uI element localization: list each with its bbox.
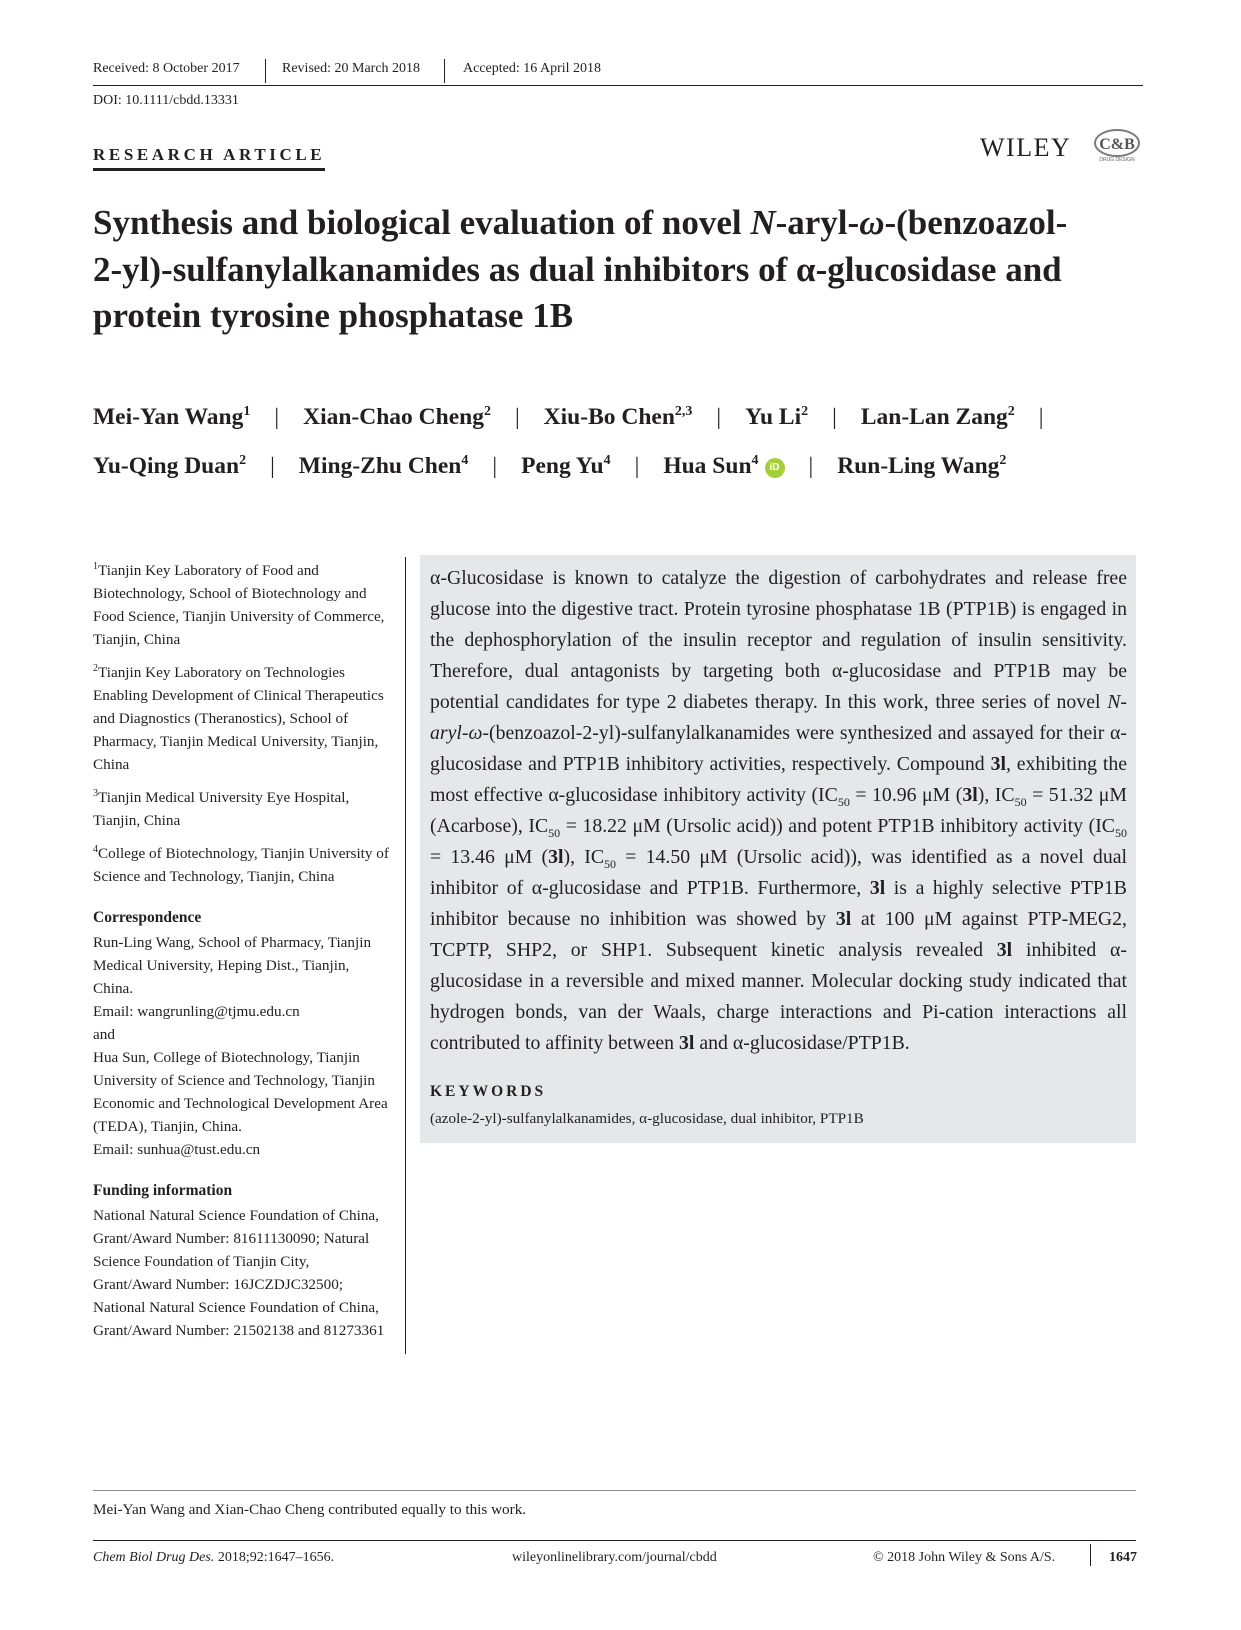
author[interactable]: Run-Ling Wang$^2$ — [837, 452, 1007, 479]
affiliation: $^1$Tianjin Key Laboratory of Food and Biotechnology, School of Biotechnology and Food Science, Tianjin University of Commerce, Tianjin, China — [93, 561, 385, 649]
author[interactable]: Yu Li$^2$ — [745, 403, 809, 430]
affiliation: $^3$Tianjin Medical University Eye Hospital, Tianjin, China — [93, 788, 350, 830]
date-separator — [265, 59, 266, 83]
orcid-icon[interactable]: iD — [765, 458, 785, 478]
correspondence-text: Hua Sun, College of Biotechnology, Tianjin University of Science and Technology, Tianjin Economic and Technological Development Area (TEDA), Tianjin, China. — [93, 1049, 388, 1136]
footer-separator — [1090, 1544, 1091, 1566]
keywords-text: (azole-2-yl)-sulfanylalkanamides, α-glucosidase, dual inhibitor, PTP1B — [430, 1110, 864, 1127]
author[interactable]: Xiu-Bo Chen$^{2,3}$ — [543, 403, 693, 430]
footer-rule — [93, 1540, 1136, 1541]
keywords-heading: KEYWORDS — [430, 1083, 547, 1100]
correspondence-text: Run-Ling Wang, School of Pharmacy, Tianjin Medical University, Heping Dist., Tianjin, China. — [93, 934, 372, 998]
accepted-date: Accepted: 16 April 2018 — [463, 61, 602, 76]
title-text: Synthesis and biological evaluation of novel — [93, 203, 751, 242]
contribution-note: Mei-Yan Wang and Xian-Chao Cheng contributed equally to this work. — [93, 1501, 527, 1518]
journal-logo-icon — [1092, 128, 1142, 164]
svg-text:DRUG DESIGN: DRUG DESIGN — [1099, 157, 1135, 163]
date-separator — [444, 59, 445, 83]
svg-text:C&B: C&B — [1099, 136, 1135, 153]
author[interactable]: Peng Yu$^4$ — [521, 452, 611, 479]
title-text: -aryl- — [775, 203, 860, 242]
revised-date: Revised: 20 March 2018 — [282, 61, 421, 76]
author[interactable]: Yu-Qing Duan$^2$ — [93, 452, 247, 479]
article-title — [93, 200, 1153, 340]
author[interactable]: Mei-Yan Wang$^1$ — [93, 403, 251, 430]
column-divider — [405, 557, 406, 1354]
journal-url[interactable]: wileyonlinelibrary.com/journal/cbdd — [512, 1550, 717, 1565]
article-info-column — [93, 555, 391, 1342]
doi[interactable]: DOI: 10.1111/cbdd.13331 — [93, 93, 239, 108]
title-italic: ω — [859, 203, 885, 242]
page-number: 1647 — [1109, 1550, 1137, 1565]
publisher-logo: WILEY — [980, 133, 1072, 162]
received-date: Received: 8 October 2017 — [93, 61, 240, 76]
funding-text: National Natural Science Foundation of China, Grant/Award Number: 81611130090; Natural Science Foundation of Tianjin City, Grant/Award Number: 16JCZDJC32500; National Natural Science Foundation of China, Grant/Award Number: 21502138 and 81273361 — [93, 1207, 385, 1340]
author[interactable]: Hua Sun$^4$ iD — [663, 453, 784, 479]
affiliation: $^4$College of Biotechnology, Tianjin University of Science and Technology, Tianjin, China — [93, 844, 389, 886]
author-list: Mei-Yan Wang$^1$ | Xian-Chao Cheng$^2$ | Xiu-Bo Chen$^{2,3}$ | Yu Li$^2$ | Lan-Lan Zang$^2$ | Yu-Qing Duan$^2$ | Ming-Zhu Chen$^4$ | Peng Yu$^4$ | Hua Sun$^4$ iD | Run-Ling Wang$^2$ — [93, 403, 1044, 479]
journal-citation: Chem Biol Drug Des. 2018;92:1647–1656. — [93, 1550, 335, 1565]
publication-dates — [93, 61, 1143, 86]
title-italic: N — [750, 203, 776, 242]
article-type: RESEARCH ARTICLE — [93, 145, 325, 171]
correspondence-email[interactable]: Email: wangrunling@tjmu.edu.cn — [93, 1003, 300, 1021]
author[interactable]: Lan-Lan Zang$^2$ — [860, 403, 1015, 430]
copyright: © 2018 John Wiley & Sons A/S. — [873, 1550, 1056, 1565]
abstract: α-Glucosidase is known to catalyze the digestion of carbohydrates and release free glucose into the digestive tract. Protein tyrosine phosphatase 1B (PTP1B) is engaged in the dephosphorylation of the insulin receptor and regulation of insulin sensitivity. Therefore, dual antagonists by targeting both α-glucosidase and PTP1B may be potential candidates for type 2 diabetes therapy. In this work, three series of novel N-aryl-ω-(benzoazol-2-yl)-sulfanylalkanamides were synthesized and assayed for their α-glucosidase and PTP1B inhibitory activities, respectively. Compound 3l, exhibiting the most effective α-glucosidase inhibitory activity ($IC_{50} = 10.96$ μM (3l), $IC_{50} = 51.32$ μM (Acarbose), $IC_{50} = 18.22$ μM (Ursolic acid)) and potent PTP1B inhibitory activity ($IC_{50} = 13.46$ μM (3l), $IC_{50} = 14.50$ μM (Ursolic acid)), was identified as a novel dual inhibitor of α-glucosidase and PTP1B. Furthermore, 3l is a highly selective PTP1B inhibitor because no inhibition was showed by 3l at 100 μM against PTP-MEG2, TCPTP, SHP2, or SHP1. Subsequent kinetic analysis revealed 3l inhibited α-glucosidase in a reversible and mixed manner. Molecular docking study indicated that hydrogen bonds, van der Waals, charge interactions and Pi-cation interactions all contributed to affinity between 3l and α-glucosidase/PTP1B. — [430, 567, 1128, 1054]
title-text: protein tyrosine phosphatase 1B — [93, 296, 574, 335]
affiliation: $^2$Tianjin Key Laboratory on Technologies Enabling Development of Clinical Therapeutics and Diagnostics (Theranostics), School of Pharmacy, Tianjin Medical University, Tianjin, China — [93, 663, 384, 774]
correspondence-email[interactable]: Email: sunhua@tust.edu.cn — [93, 1141, 261, 1159]
footnote-rule — [93, 1490, 1136, 1491]
correspondence-heading: Correspondence — [93, 909, 202, 927]
author[interactable]: Ming-Zhu Chen$^4$ — [298, 452, 469, 479]
funding-heading: Funding information — [93, 1182, 233, 1200]
author[interactable]: Xian-Chao Cheng$^2$ — [303, 403, 491, 430]
title-text: -(benzoazol- — [884, 203, 1068, 242]
title-text: 2-yl)-sulfanylalkanamides as dual inhibitors of α-glucosidase and — [93, 249, 1062, 289]
correspondence-and: and — [93, 1026, 115, 1044]
